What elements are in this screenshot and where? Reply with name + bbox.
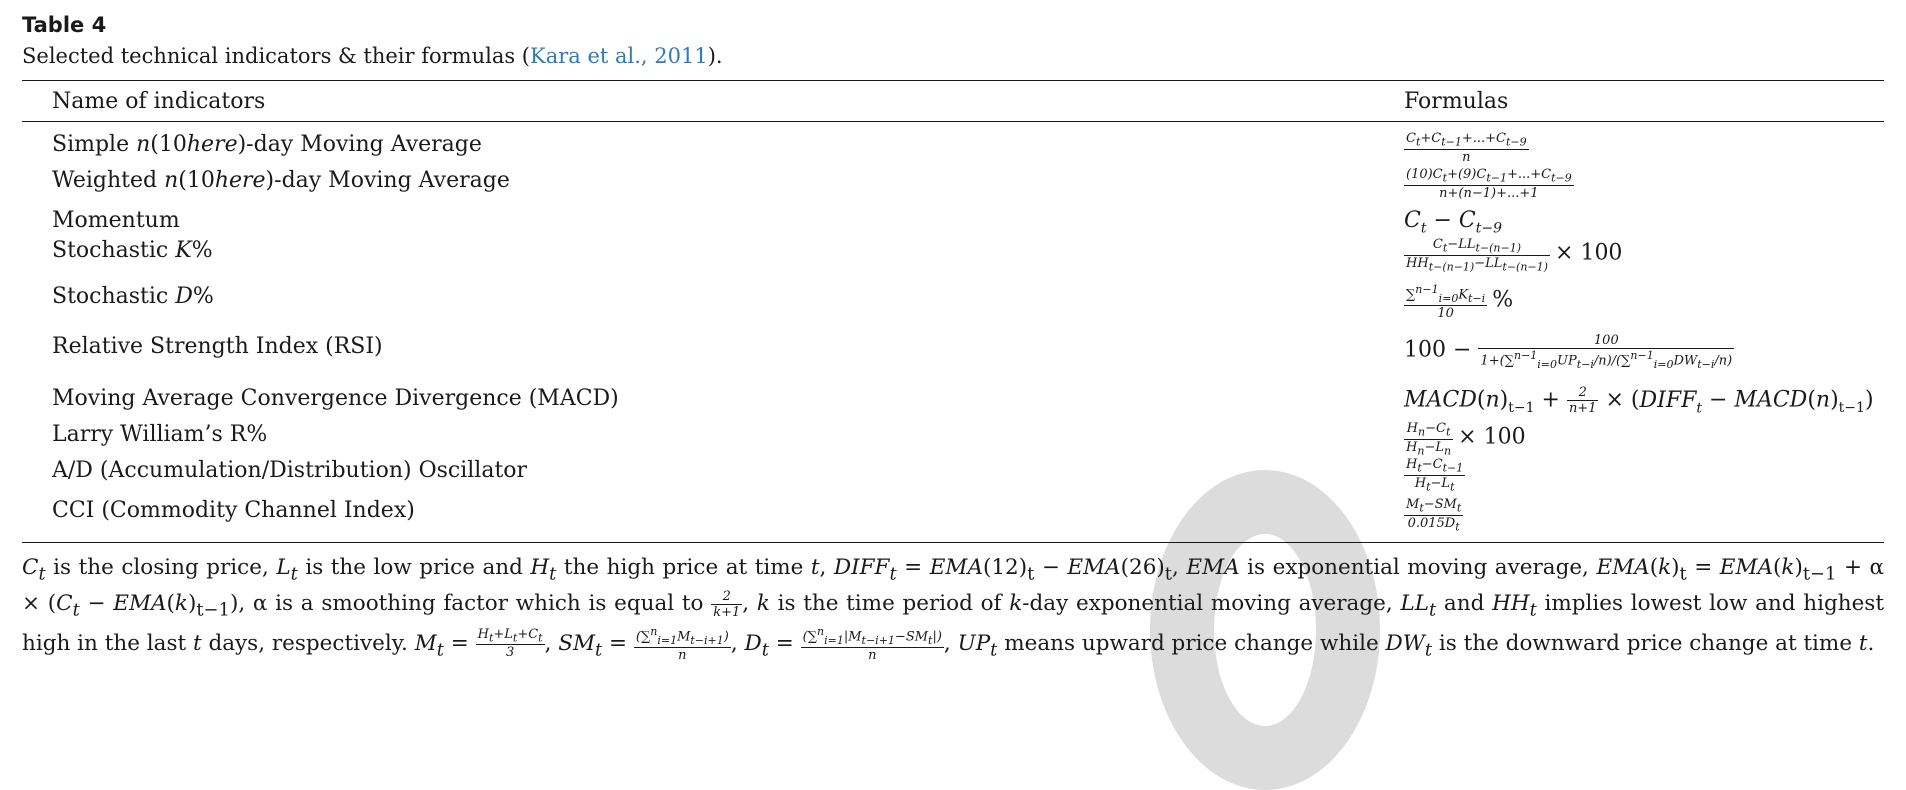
table-label: Table 4 [22, 13, 107, 37]
indicator-name: Weighted n(10here)-day Moving Average [52, 168, 510, 193]
indicator-name: A/D (Accumulation/Distribution) Oscillator [52, 458, 528, 483]
table-caption: Selected technical indicators & their formulas (Kara et al., 2011). [22, 44, 723, 68]
table-header [22, 81, 1884, 121]
indicator-name: Stochastic D% [52, 284, 214, 309]
table-row [22, 238, 1884, 284]
indicator-formula: $\frac{H_n-C_t}{H_n-L_n}$ × 100 [1406, 421, 1526, 458]
table-body [22, 122, 1884, 534]
indicator-name: Simple n(10here)-day Moving Average [52, 132, 482, 157]
indicator-name: Momentum [52, 208, 180, 233]
indicator-name: Larry William’s R% [52, 422, 268, 447]
indicator-formula: $\frac{(10)C_t+(9)C_{t-1}+...+C_{t-9}}{n+(n-1)+...+1}$ [1406, 167, 1572, 201]
indicator-name: Relative Strength Index (RSI) [52, 334, 383, 359]
indicator-name: Stochastic K% [52, 238, 213, 263]
indicator-formula: $\frac{H_t-C_{t-1}}{H_t-L_t}$ [1406, 457, 1464, 494]
table-container [22, 12, 1884, 665]
table-row [22, 498, 1884, 534]
header-name: Name of indicators [52, 88, 266, 114]
table-footnote: $C_t$ is the closing price, $L_t$ is the low price and $H_t$ the high price at time t, $DIFF_t = EMA(12)_t - EMA(26)_t$, EMA is exponential moving average, $EMA(k)_t = EMA(k)_{t-1} + \alpha \times (C_t - EMA(k)_{t-1})$, α is a smoothing factor which is equal to $\frac{2}{k+1}$ , k is the time period of k-day exponential moving average, $LL_t$ and $HH_t$ implies lowest low and highest high in the last t days, respectively. $M_t$ = $\frac{H_t+L_t+C_t}{3}$ , $SM_t$ = $\frac{(\sum^n_{i=1}M_{t-i+1})}{n}$ , $D_t$ = $\frac{(\sum^n_{i=1}|M_{t-i+1}-SM_t|)}{n}$ , $UP_t$ means upward price change while $DW_t$ is the downward price change at time t. [22, 555, 1885, 663]
indicator-formula: $\frac{\sum^{n-1}_{i=0}K_{t-i}}{10}$ % [1406, 283, 1514, 321]
indicator-formula: $MACD(n)_{t-1}$ + $\frac{2}{n+1}$ × ($DIFF_t$ − $MACD(n)_{t-1}$) [1404, 385, 1874, 416]
citation-link[interactable]: Kara et al., 2011 [530, 44, 708, 68]
indicator-formula: $C_t - C_{t-9}$ [1404, 208, 1503, 237]
table-row [22, 334, 1884, 386]
table-row [22, 168, 1884, 208]
indicator-name: CCI (Commodity Channel Index) [52, 498, 415, 523]
indicator-formula: $\frac{C_t+C_{t-1}+...+C_{t-9}}{n}$ [1406, 131, 1527, 165]
table-row [22, 458, 1884, 498]
indicator-name: Moving Average Convergence Divergence (MACD) [52, 386, 619, 411]
table-row [22, 284, 1884, 334]
indicator-formula: $\frac{C_t-LL_{t-(n-1)}}{HH_{t-(n-1)}-LL_{t-(n-1)}}$ × 100 [1406, 237, 1623, 274]
indicator-formula: 100 − $\frac{100}{1+(\sum^{n-1}_{i=0}UP_{t-i}/n)/(\sum^{n-1}_{i=0}DW_{t-i}/n)}$ [1404, 333, 1733, 371]
indicator-formula: $\frac{M_t-SM_t}{0.015D_t}$ [1406, 497, 1462, 534]
table-row [22, 386, 1884, 422]
bottom-rule [22, 542, 1884, 543]
table-row [22, 422, 1884, 458]
table-row [22, 208, 1884, 238]
header-formula: Formulas [1404, 88, 1509, 114]
table-row [22, 132, 1884, 168]
